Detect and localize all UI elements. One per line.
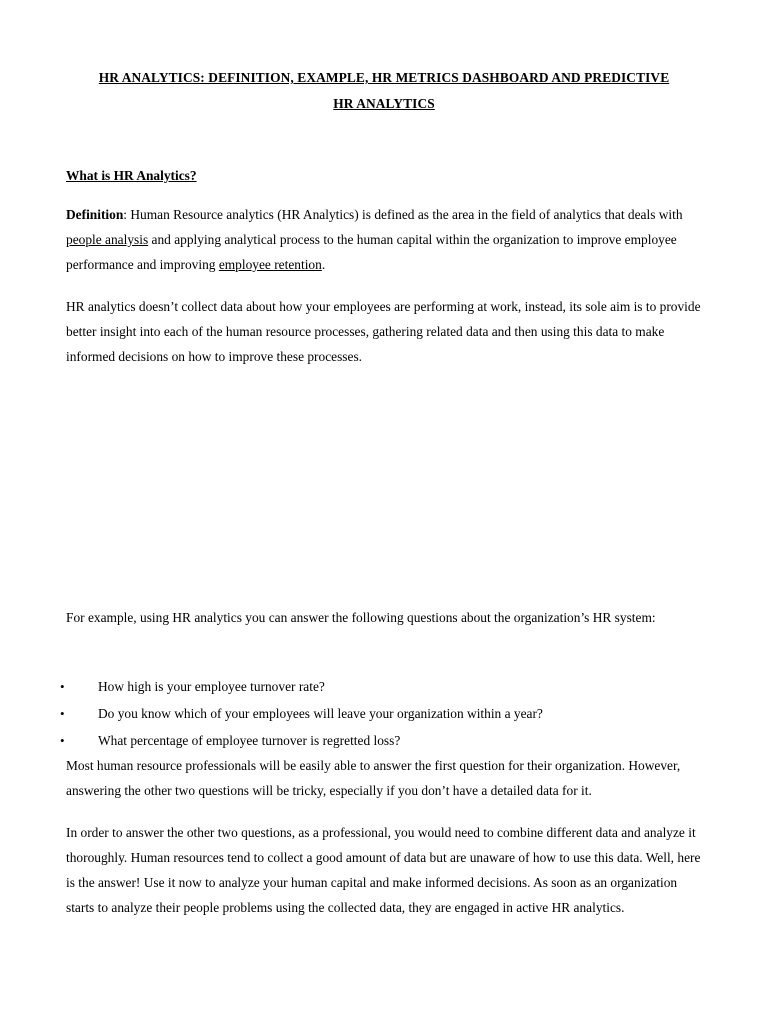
list-item [0, 727, 720, 754]
people-analysis-link[interactable]: people analysis [66, 232, 149, 247]
employee-retention-link[interactable]: employee retention [218, 257, 322, 272]
question-list [0, 673, 720, 754]
paragraph-example: For example, using HR analytics you can answer the following questions about the organization’s HR system: [66, 610, 656, 625]
paragraph-answer: In order to answer the other two questions, as a professional, you would need to combine different data and analyze it thoroughly. Human resources tend to collect a good amount of data but are unaware of how to use this data. Well, here is the answer! Use it now to analyze your human capital and make informed decisions. As soon as an organization starts to analyze their people problems using the collected data, they are engaged in active HR analytics. [66, 825, 701, 915]
list-item [0, 673, 720, 700]
list-item [0, 700, 720, 727]
definition-text-3: . [321, 257, 326, 272]
list-item-text: Do you know which of your employees will leave your organization within a year? [98, 706, 543, 721]
definition-text-2: and applying analytical process to the human capital within the organization to improve employee performance and improving [66, 232, 677, 272]
bullet-icon: • [60, 679, 65, 694]
document-title [40, 65, 728, 117]
definition-text-1: : Human Resource analytics (HR Analytics) is defined as the area in the field of analytics that deals with [123, 207, 683, 222]
bullet-icon: • [60, 733, 65, 748]
list-item-text: What percentage of employee turnover is regretted loss? [98, 733, 401, 748]
title-line-2: HR ANALYTICS [333, 96, 435, 111]
paragraph-purpose: HR analytics doesn’t collect data about how your employees are performing at work, instead, its sole aim is to provide better insight into each of the human resource processes, gathering related data and then using this data to make informed decisions on how to improve these processes. [66, 299, 701, 364]
list-item-text: How high is your employee turnover rate? [98, 679, 325, 694]
paragraph-professionals: Most human resource professionals will be easily able to answer the first question for their organization. However, answering the other two questions will be tricky, especially if you don’t have a detailed data for it. [66, 758, 681, 798]
title-line-1: HR ANALYTICS: DEFINITION, EXAMPLE, HR METRICS DASHBOARD AND PREDICTIVE [98, 70, 670, 85]
definition-paragraph [66, 202, 706, 277]
bullet-icon: • [60, 706, 65, 721]
section-heading: What is HR Analytics? [66, 168, 197, 183]
definition-label: Definition [66, 207, 124, 222]
